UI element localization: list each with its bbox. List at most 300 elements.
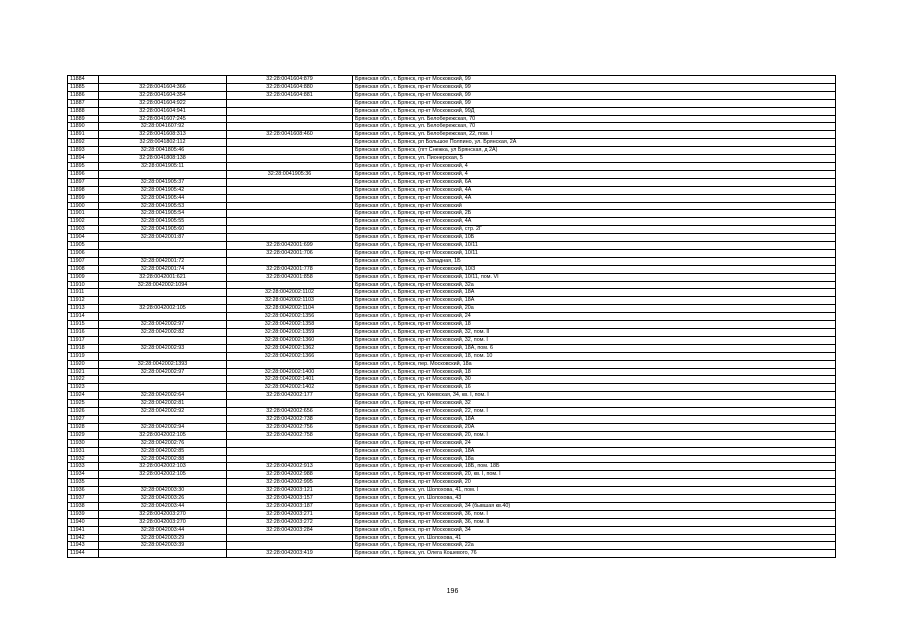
row-number-cell: 11911 (68, 289, 99, 297)
row-number-cell: 11912 (68, 297, 99, 305)
linked-cadastral-number-cell: 32:28:0042003:121 (227, 487, 353, 495)
table-row (68, 155, 836, 163)
linked-cadastral-number-cell (227, 257, 353, 265)
linked-cadastral-number-cell: 32:28:0042003:187 (227, 502, 353, 510)
cadastral-number-cell: 32:28:0042002:81 (99, 400, 227, 408)
cadastral-number-cell: 32:28:0042003:44 (99, 526, 227, 534)
address-cell: Брянская обл., г. Брянск, ул. Пионерская, 5 (353, 155, 836, 163)
address-cell: Брянская обл., г. Брянск, пр-кт Московский, 24 (353, 439, 836, 447)
cadastral-number-cell: 32:28:0041905:54 (99, 210, 227, 218)
linked-cadastral-number-cell (227, 147, 353, 155)
cadastral-number-cell: 32:28:0041905:53 (99, 202, 227, 210)
cadastral-number-cell: 32:28:0041802:112 (99, 139, 227, 147)
cadastral-number-cell: 32:28:0042002:76 (99, 439, 227, 447)
table-row (68, 115, 836, 123)
linked-cadastral-number-cell (227, 202, 353, 210)
row-number-cell: 11884 (68, 76, 99, 84)
linked-cadastral-number-cell: 32:28:0042002:1102 (227, 289, 353, 297)
table-row (68, 526, 836, 534)
cadastral-number-cell: 32:28:0042002:105 (99, 431, 227, 439)
cadastral-number-cell (99, 415, 227, 423)
row-number-cell: 11894 (68, 155, 99, 163)
cadastral-number-cell: 32:28:0041808:138 (99, 155, 227, 163)
row-number-cell: 11919 (68, 352, 99, 360)
row-number-cell: 11890 (68, 123, 99, 131)
row-number-cell: 11913 (68, 305, 99, 313)
cadastral-number-cell: 32:28:0042002:93 (99, 344, 227, 352)
linked-cadastral-number-cell: 32:28:0042002:1401 (227, 376, 353, 384)
table-row (68, 265, 836, 273)
cadastral-number-cell: 32:28:0041905:55 (99, 218, 227, 226)
cadastral-number-cell: 32:28:0042002:103 (99, 463, 227, 471)
cadastral-number-cell: 32:28:0042002:64 (99, 392, 227, 400)
linked-cadastral-number-cell: 32:28:0041604:880 (227, 83, 353, 91)
linked-cadastral-number-cell (227, 186, 353, 194)
linked-cadastral-number-cell: 32:28:0041905:36 (227, 170, 353, 178)
table-row (68, 344, 836, 352)
address-cell: Брянская обл., г. Брянск, пр-кт Московский, 10/11 (353, 242, 836, 250)
linked-cadastral-number-cell: 32:28:0041604:881 (227, 91, 353, 99)
linked-cadastral-number-cell (227, 234, 353, 242)
row-number-cell: 11918 (68, 344, 99, 352)
table-row (68, 479, 836, 487)
address-cell: Брянская обл., г. Брянск, пр-кт Московский, 99 (353, 99, 836, 107)
cadastral-number-cell: 32:28:0041805:46 (99, 147, 227, 155)
row-number-cell: 11907 (68, 257, 99, 265)
table-row (68, 186, 836, 194)
row-number-cell: 11929 (68, 431, 99, 439)
cadastral-number-cell: 32:28:0042001:621 (99, 273, 227, 281)
table-row (68, 495, 836, 503)
linked-cadastral-number-cell: 32:28:0042002:656 (227, 408, 353, 416)
table-row (68, 502, 836, 510)
table-row (68, 518, 836, 526)
row-number-cell: 11895 (68, 162, 99, 170)
cadastral-number-cell: 32:28:0042002:105 (99, 471, 227, 479)
address-cell: Брянская обл., г. Брянск, пр-кт Московский, 20, кв. I, пом. I (353, 471, 836, 479)
linked-cadastral-number-cell: 32:28:0042002:995 (227, 479, 353, 487)
cadastral-number-cell: 32:28:0042002:94 (99, 423, 227, 431)
address-cell: Брянская обл., г. Брянск, пр-кт Московский, 18А (353, 415, 836, 423)
row-number-cell: 11899 (68, 194, 99, 202)
row-number-cell: 11901 (68, 210, 99, 218)
address-cell: Брянская обл., г. Брянск, ул. Белобережская, 70 (353, 123, 836, 131)
address-cell: Брянская обл., г. Брянск, пр-кт Московский, 20а (353, 305, 836, 313)
address-cell: Брянская обл., г. Брянск, пр-кт Московский, 22а (353, 542, 836, 550)
table-row (68, 76, 836, 84)
linked-cadastral-number-cell (227, 281, 353, 289)
linked-cadastral-number-cell: 32:28:0042001:699 (227, 242, 353, 250)
table-row (68, 218, 836, 226)
address-cell: Брянская обл., г. Брянск, ул. Шолохова, 41, пом. I (353, 487, 836, 495)
address-cell: Брянская обл., г. Брянск, пр-кт Московский, 18а (353, 455, 836, 463)
row-number-cell: 11937 (68, 495, 99, 503)
table-row (68, 170, 836, 178)
cadastral-number-cell (99, 313, 227, 321)
row-number-cell: 11891 (68, 131, 99, 139)
address-cell: Брянская обл., г. Брянск, пр-кт Московский, 36, пом. I (353, 510, 836, 518)
cadastral-number-cell (99, 297, 227, 305)
address-cell: Брянская обл., г. Брянск, пр-кт Московский, 18А (353, 297, 836, 305)
linked-cadastral-number-cell: 32:28:0042002:758 (227, 431, 353, 439)
cadastral-number-cell: 32:28:0042001:72 (99, 257, 227, 265)
table-row (68, 289, 836, 297)
table-row (68, 360, 836, 368)
cadastral-number-cell (99, 249, 227, 257)
row-number-cell: 11930 (68, 439, 99, 447)
table-row (68, 313, 836, 321)
cadastral-number-cell (99, 352, 227, 360)
table-row (68, 162, 836, 170)
row-number-cell: 11904 (68, 234, 99, 242)
table-row (68, 550, 836, 558)
address-cell: Брянская обл., г. Брянск, ул. Белобережская, 22, пом. I (353, 131, 836, 139)
row-number-cell: 11932 (68, 455, 99, 463)
row-number-cell: 11897 (68, 178, 99, 186)
table-row (68, 439, 836, 447)
cadastral-number-cell: 32:28:0042003:270 (99, 518, 227, 526)
address-cell: Брянская обл., г. Брянск, пр-кт Московский, 99 (353, 76, 836, 84)
address-cell: Брянская обл., г. Брянск, ул. Киевская, 34, кв. I, пом. I (353, 392, 836, 400)
linked-cadastral-number-cell (227, 360, 353, 368)
table-row (68, 408, 836, 416)
row-number-cell: 11938 (68, 502, 99, 510)
address-cell: Брянская обл., г. Брянск, пр-кт Московский, 18Б, пом. 18Б (353, 463, 836, 471)
row-number-cell: 11931 (68, 447, 99, 455)
cadastral-number-cell: 32:28:0042002:82 (99, 329, 227, 337)
linked-cadastral-number-cell: 32:28:0042002:1360 (227, 336, 353, 344)
table-row (68, 91, 836, 99)
linked-cadastral-number-cell: 32:28:0042002:1366 (227, 352, 353, 360)
address-cell: Брянская обл., г. Брянск, пр-кт Московский, 99Д (353, 107, 836, 115)
linked-cadastral-number-cell: 32:28:0042002:738 (227, 415, 353, 423)
row-number-cell: 11934 (68, 471, 99, 479)
linked-cadastral-number-cell: 32:28:0042002:1104 (227, 305, 353, 313)
address-cell: Брянская обл., г. Брянск, пр-кт Московский, 4 (353, 170, 836, 178)
address-cell: Брянская обл., г. Брянск, пр-кт Московский, 18 (353, 321, 836, 329)
row-number-cell: 11943 (68, 542, 99, 550)
cadastral-number-cell: 32:28:0041608:313 (99, 131, 227, 139)
linked-cadastral-number-cell: 32:28:0042002:756 (227, 423, 353, 431)
cadastral-number-cell: 32:28:0041604:354 (99, 91, 227, 99)
linked-cadastral-number-cell: 32:28:0042002:1400 (227, 368, 353, 376)
row-number-cell: 11888 (68, 107, 99, 115)
table-row (68, 423, 836, 431)
linked-cadastral-number-cell: 32:28:0042001:778 (227, 265, 353, 273)
address-cell: Брянская обл., г. Брянск, пр-кт Московский, 30 (353, 376, 836, 384)
row-number-cell: 11921 (68, 368, 99, 376)
row-number-cell: 11908 (68, 265, 99, 273)
linked-cadastral-number-cell (227, 542, 353, 550)
table-row (68, 123, 836, 131)
table-row (68, 257, 836, 265)
row-number-cell: 11924 (68, 392, 99, 400)
linked-cadastral-number-cell: 32:28:0042002:1356 (227, 313, 353, 321)
address-cell: Брянская обл., г. Брянск, пр-кт Московский, стр. 2Г (353, 226, 836, 234)
table-row (68, 368, 836, 376)
address-cell: Брянская обл., г. Брянск, пр-кт Московский, 20, пом. I (353, 431, 836, 439)
row-number-cell: 11926 (68, 408, 99, 416)
address-cell: Брянская обл., г. Брянск, пр-кт Московский, 22, пом. I (353, 408, 836, 416)
linked-cadastral-number-cell (227, 455, 353, 463)
cadastral-number-cell: 32:28:0042002:97 (99, 321, 227, 329)
table-row (68, 147, 836, 155)
table-row (68, 510, 836, 518)
row-number-cell: 11906 (68, 249, 99, 257)
table-row (68, 321, 836, 329)
table-row (68, 447, 836, 455)
cadastral-number-cell: 32:28:0042001:87 (99, 234, 227, 242)
table-row (68, 305, 836, 313)
linked-cadastral-number-cell (227, 218, 353, 226)
address-cell: Брянская обл., г. Брянск, пр-кт Московский, 4А (353, 186, 836, 194)
table-row (68, 329, 836, 337)
row-number-cell: 11922 (68, 376, 99, 384)
row-number-cell: 11892 (68, 139, 99, 147)
address-cell: Брянская обл., г. Брянск, пр-кт Московский, 18 (353, 368, 836, 376)
property-table (67, 75, 836, 558)
table-row (68, 415, 836, 423)
row-number-cell: 11887 (68, 99, 99, 107)
row-number-cell: 11928 (68, 423, 99, 431)
address-cell: Брянская обл., г. Брянск, пр-кт Московский, 34 (353, 526, 836, 534)
address-cell: Брянская обл., г. Брянск, пр-кт Московский, 10/11 (353, 249, 836, 257)
table-row (68, 139, 836, 147)
cadastral-number-cell (99, 376, 227, 384)
linked-cadastral-number-cell: 32:28:0042002:913 (227, 463, 353, 471)
row-number-cell: 11900 (68, 202, 99, 210)
table-row (68, 99, 836, 107)
address-cell: Брянская обл., г. Брянск, рп Большое Полпино, ул. Брянская, 2А (353, 139, 836, 147)
cadastral-number-cell: 32:28:0041604:366 (99, 83, 227, 91)
cadastral-number-cell: 32:28:0042002:92 (99, 408, 227, 416)
address-cell: Брянская обл., г. Брянск, пр-кт Московский, 2Б (353, 210, 836, 218)
cadastral-number-cell: 32:28:0042002:105 (99, 305, 227, 313)
row-number-cell: 11896 (68, 170, 99, 178)
address-cell: Брянская обл., г. Брянск, пер. Московский, 18а (353, 360, 836, 368)
row-number-cell: 11903 (68, 226, 99, 234)
address-cell: Брянская обл., г. Брянск, пр-кт Московский, 10/11, пом. VI (353, 273, 836, 281)
linked-cadastral-number-cell (227, 178, 353, 186)
table-row (68, 234, 836, 242)
table-row (68, 463, 836, 471)
page-number: 196 (446, 588, 459, 595)
address-cell: Брянская обл., г. Брянск, пр-кт Московский, 99 (353, 91, 836, 99)
row-number-cell: 11914 (68, 313, 99, 321)
linked-cadastral-number-cell (227, 534, 353, 542)
table-row (68, 131, 836, 139)
row-number-cell: 11889 (68, 115, 99, 123)
linked-cadastral-number-cell (227, 400, 353, 408)
address-cell: Брянская обл., г. Брянск, пр-кт Московский, 20А (353, 423, 836, 431)
linked-cadastral-number-cell (227, 210, 353, 218)
table-row (68, 534, 836, 542)
cadastral-number-cell: 32:28:0042003:39 (99, 542, 227, 550)
address-cell: Брянская обл., г. Брянск, пр-кт Московский, 32 (353, 400, 836, 408)
table-row (68, 352, 836, 360)
linked-cadastral-number-cell: 32:28:0041608:460 (227, 131, 353, 139)
linked-cadastral-number-cell: 32:28:0042003:271 (227, 510, 353, 518)
address-cell: Брянская обл., г. Брянск, пр-кт Московский, 18А (353, 289, 836, 297)
cadastral-number-cell: 32:28:0042001:74 (99, 265, 227, 273)
cadastral-number-cell: 32:28:0042002:1094 (99, 281, 227, 289)
table-row (68, 226, 836, 234)
linked-cadastral-number-cell: 32:28:0042001:858 (227, 273, 353, 281)
row-number-cell: 11910 (68, 281, 99, 289)
address-cell: Брянская обл., г. Брянск, пр-кт Московский, 6А (353, 178, 836, 186)
linked-cadastral-number-cell: 32:28:0042003:272 (227, 518, 353, 526)
row-number-cell: 11944 (68, 550, 99, 558)
address-cell: Брянская обл., г. Брянск, пр-кт Московский, 32а (353, 281, 836, 289)
row-number-cell: 11925 (68, 400, 99, 408)
address-cell: Брянская обл., г. Брянск, ул. Шолохова, 43 (353, 495, 836, 503)
cadastral-number-cell: 32:28:0042003:270 (99, 510, 227, 518)
cadastral-number-cell (99, 170, 227, 178)
table-row (68, 107, 836, 115)
address-cell: Брянская обл., г. Брянск, пр-кт Московский (353, 202, 836, 210)
table-row (68, 83, 836, 91)
linked-cadastral-number-cell: 32:28:0042002:988 (227, 471, 353, 479)
table-row (68, 400, 836, 408)
table-row (68, 336, 836, 344)
linked-cadastral-number-cell: 32:28:0042003:157 (227, 495, 353, 503)
linked-cadastral-number-cell (227, 123, 353, 131)
address-cell: Брянская обл., г. Брянск, пр-кт Московский, 10Б (353, 234, 836, 242)
row-number-cell: 11902 (68, 218, 99, 226)
cadastral-number-cell: 32:28:0042002:85 (99, 447, 227, 455)
cadastral-number-cell (99, 336, 227, 344)
address-cell: Брянская обл., г. Брянск, пр-кт Московский, 16 (353, 384, 836, 392)
linked-cadastral-number-cell (227, 99, 353, 107)
cadastral-number-cell: 32:28:0042002:97 (99, 368, 227, 376)
address-cell: Брянская обл., г. Брянск, пр-кт Московский, 4 (353, 162, 836, 170)
table-row (68, 178, 836, 186)
row-number-cell: 11920 (68, 360, 99, 368)
address-cell: Брянская обл., г. Брянск, ул. Западная, 1Б (353, 257, 836, 265)
linked-cadastral-number-cell (227, 107, 353, 115)
cadastral-number-cell: 32:28:0042003:30 (99, 487, 227, 495)
address-cell: Брянская обл., г. Брянск, пр-кт Московский, 18А (353, 447, 836, 455)
address-cell: Брянская обл., г. Брянск, ул. Олега Кошевого, 76 (353, 550, 836, 558)
address-cell: Брянская обл., г. Брянск, пр-кт Московский, 18А, пом. 6 (353, 344, 836, 352)
table-row (68, 242, 836, 250)
table-row (68, 431, 836, 439)
linked-cadastral-number-cell: 32:28:0042002:1359 (227, 329, 353, 337)
linked-cadastral-number-cell (227, 162, 353, 170)
cadastral-number-cell (99, 289, 227, 297)
cadastral-number-cell (99, 479, 227, 487)
row-number-cell: 11936 (68, 487, 99, 495)
table-row (68, 210, 836, 218)
linked-cadastral-number-cell: 32:28:0042003:419 (227, 550, 353, 558)
address-cell: Брянская обл., г. Брянск, пр-кт Московский, 34 (бывшая кв.40) (353, 502, 836, 510)
cadastral-number-cell: 32:28:0041905:42 (99, 186, 227, 194)
linked-cadastral-number-cell: 32:28:0042003:284 (227, 526, 353, 534)
row-number-cell: 11915 (68, 321, 99, 329)
linked-cadastral-number-cell (227, 115, 353, 123)
cadastral-number-cell: 32:28:0041905:11 (99, 162, 227, 170)
linked-cadastral-number-cell (227, 439, 353, 447)
linked-cadastral-number-cell: 32:28:0042002:1358 (227, 321, 353, 329)
table-row (68, 281, 836, 289)
row-number-cell: 11923 (68, 384, 99, 392)
row-number-cell: 11916 (68, 329, 99, 337)
cadastral-number-cell: 32:28:0041607:245 (99, 115, 227, 123)
row-number-cell: 11909 (68, 273, 99, 281)
table-row (68, 384, 836, 392)
address-cell: Брянская обл., г. Брянск, ул. Белобережская, 70 (353, 115, 836, 123)
cadastral-number-cell (99, 76, 227, 84)
cadastral-number-cell: 32:28:0042003:29 (99, 534, 227, 542)
address-cell: Брянская обл., г. Брянск, пр-кт Московский, 4А (353, 218, 836, 226)
table-row (68, 297, 836, 305)
row-number-cell: 11935 (68, 479, 99, 487)
cadastral-number-cell: 32:28:0042003:44 (99, 502, 227, 510)
row-number-cell: 11939 (68, 510, 99, 518)
linked-cadastral-number-cell (227, 226, 353, 234)
linked-cadastral-number-cell: 32:28:0042002:177 (227, 392, 353, 400)
row-number-cell: 11893 (68, 147, 99, 155)
row-number-cell: 11940 (68, 518, 99, 526)
row-number-cell: 11933 (68, 463, 99, 471)
linked-cadastral-number-cell: 32:28:0042001:706 (227, 249, 353, 257)
table-row (68, 392, 836, 400)
table-row (68, 273, 836, 281)
address-cell: Брянская обл., г. Брянск, пр-кт Московский, 99 (353, 83, 836, 91)
row-number-cell: 11898 (68, 186, 99, 194)
cadastral-number-cell: 32:28:0041905:44 (99, 194, 227, 202)
linked-cadastral-number-cell: 32:28:0042002:1103 (227, 297, 353, 305)
address-cell: Брянская обл., г. Брянск, ул. Шолохова, 41 (353, 534, 836, 542)
linked-cadastral-number-cell: 32:28:0042002:1402 (227, 384, 353, 392)
address-cell: Брянская обл., г. Брянск, пр-кт Московский, 24 (353, 313, 836, 321)
address-cell: Брянская обл., г. Брянск, пр-кт Московский, 32, пом. I (353, 336, 836, 344)
row-number-cell: 11941 (68, 526, 99, 534)
cadastral-number-cell: 32:28:0041604:922 (99, 99, 227, 107)
row-number-cell: 11942 (68, 534, 99, 542)
address-cell: Брянская обл., г. Брянск, пр-кт Московский, 32, пом. II (353, 329, 836, 337)
linked-cadastral-number-cell (227, 447, 353, 455)
cadastral-number-cell (99, 242, 227, 250)
cadastral-number-cell (99, 550, 227, 558)
cadastral-number-cell: 32:28:0041604:941 (99, 107, 227, 115)
row-number-cell: 11927 (68, 415, 99, 423)
cadastral-number-cell (99, 384, 227, 392)
cadastral-number-cell: 32:28:0041905:37 (99, 178, 227, 186)
table-row (68, 202, 836, 210)
address-cell: Брянская обл., г. Брянск, пр-кт Московский, 20 (353, 479, 836, 487)
linked-cadastral-number-cell: 32:28:0042002:1362 (227, 344, 353, 352)
address-cell: Брянская обл., г. Брянск, пр-кт Московский, 10/3 (353, 265, 836, 273)
row-number-cell: 11885 (68, 83, 99, 91)
table-row (68, 542, 836, 550)
address-cell: Брянская обл., г. Брянск, пр-кт Московский, 36, пом. II (353, 518, 836, 526)
cadastral-number-cell: 32:28:0041905:60 (99, 226, 227, 234)
table-row (68, 471, 836, 479)
address-cell: Брянская обл., г. Брянск, (пгт Снежка, ул Брянская, д 2А) (353, 147, 836, 155)
table-row (68, 455, 836, 463)
cadastral-number-cell: 32:28:0041607:92 (99, 123, 227, 131)
property-table-body (68, 76, 836, 558)
linked-cadastral-number-cell: 32:28:0041604:879 (227, 76, 353, 84)
linked-cadastral-number-cell (227, 194, 353, 202)
table-row (68, 487, 836, 495)
table-row (68, 194, 836, 202)
row-number-cell: 11886 (68, 91, 99, 99)
cadastral-number-cell: 32:28:0042003:26 (99, 495, 227, 503)
cadastral-number-cell: 32:28:0042002:88 (99, 455, 227, 463)
cadastral-number-cell: 32:28:0042002:1393 (99, 360, 227, 368)
